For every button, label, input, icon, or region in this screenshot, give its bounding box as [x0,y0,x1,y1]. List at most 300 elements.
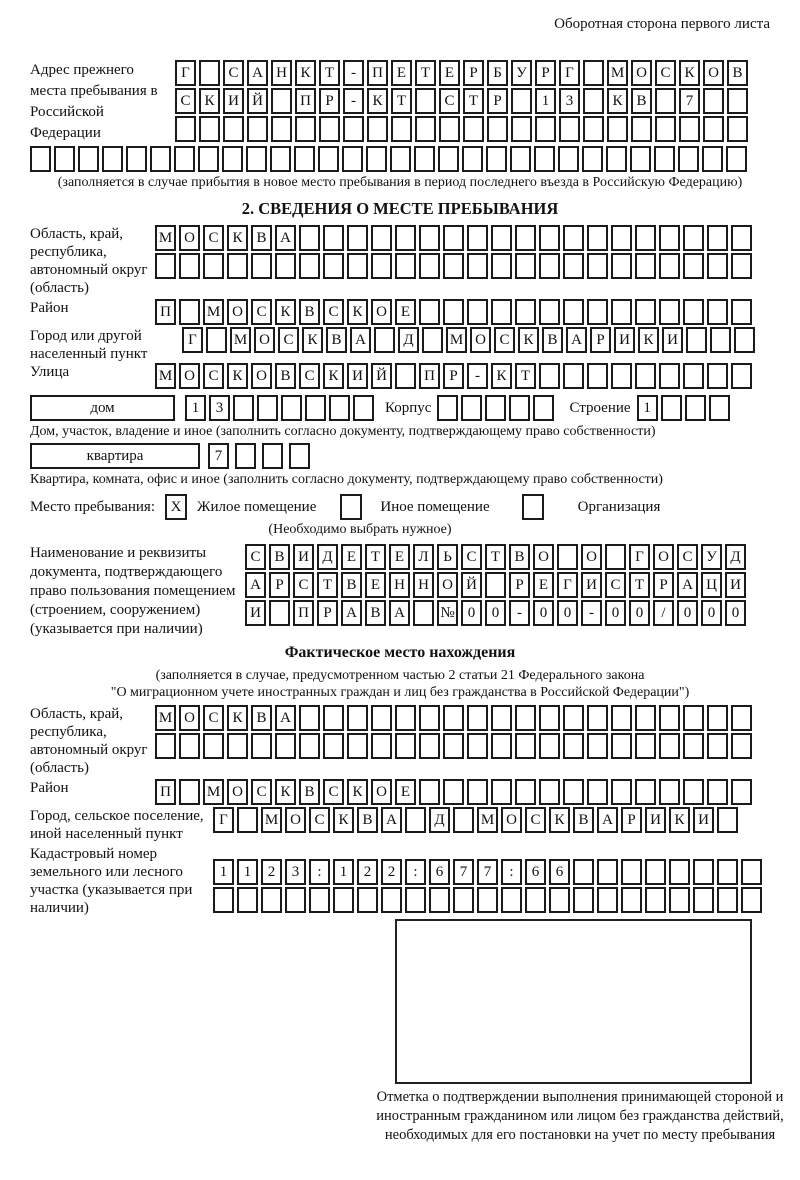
char-box[interactable] [727,116,748,142]
char-box[interactable]: К [347,299,368,325]
char-box[interactable]: 0 [605,600,626,626]
char-box[interactable] [611,705,632,731]
char-box[interactable] [611,733,632,759]
char-box[interactable]: С [605,572,626,598]
char-box[interactable] [269,600,290,626]
char-box[interactable] [539,705,560,731]
char-box[interactable] [270,146,291,172]
char-box[interactable] [199,116,220,142]
char-box[interactable]: К [275,779,296,805]
char-box[interactable] [683,779,704,805]
char-box[interactable] [487,116,508,142]
char-box[interactable] [486,146,507,172]
char-box[interactable] [323,225,344,251]
char-box[interactable] [262,443,283,469]
char-box[interactable]: Е [395,299,416,325]
char-box[interactable] [717,807,738,833]
char-box[interactable]: С [494,327,515,353]
char-box[interactable] [587,733,608,759]
char-box[interactable]: : [405,859,426,885]
char-box[interactable]: П [295,88,316,114]
char-box[interactable] [683,253,704,279]
char-box[interactable] [707,733,728,759]
char-box[interactable] [510,146,531,172]
char-box[interactable]: Т [463,88,484,114]
char-box[interactable] [371,705,392,731]
char-box[interactable]: Р [509,572,530,598]
char-box[interactable] [367,116,388,142]
char-box[interactable] [587,299,608,325]
char-box[interactable] [54,146,75,172]
char-box[interactable]: В [357,807,378,833]
char-box[interactable]: М [261,807,282,833]
char-box[interactable]: Ь [437,544,458,570]
char-box[interactable]: : [309,859,330,885]
char-box[interactable] [438,146,459,172]
char-box[interactable]: 1 [237,859,258,885]
char-box[interactable] [443,299,464,325]
char-box[interactable]: К [227,225,248,251]
char-box[interactable]: А [597,807,618,833]
char-box[interactable]: Т [317,572,338,598]
char-box[interactable]: М [607,60,628,86]
char-box[interactable]: 7 [453,859,474,885]
char-box[interactable] [683,299,704,325]
char-box[interactable]: 0 [461,600,482,626]
char-box[interactable] [539,363,560,389]
char-box[interactable]: - [509,600,530,626]
char-box[interactable] [539,733,560,759]
char-box[interactable] [686,327,707,353]
char-box[interactable] [309,887,330,913]
char-box[interactable]: 0 [725,600,746,626]
char-box[interactable] [203,253,224,279]
char-box[interactable]: И [293,544,314,570]
char-box[interactable]: С [251,779,272,805]
char-box[interactable] [467,299,488,325]
char-box[interactable]: С [278,327,299,353]
char-box[interactable] [491,299,512,325]
char-box[interactable]: П [155,779,176,805]
stay-type-checkbox-residential[interactable]: X [165,494,187,520]
char-box[interactable]: 0 [629,600,650,626]
char-box[interactable] [582,146,603,172]
char-box[interactable]: М [155,363,176,389]
char-box[interactable]: О [254,327,275,353]
stay-type-checkbox-organization[interactable] [522,494,544,520]
char-box[interactable] [102,146,123,172]
char-box[interactable] [443,779,464,805]
char-box[interactable]: С [299,363,320,389]
char-box[interactable] [635,253,656,279]
char-box[interactable]: К [367,88,388,114]
char-box[interactable] [357,887,378,913]
char-box[interactable] [342,146,363,172]
char-box[interactable] [693,887,714,913]
char-box[interactable]: К [491,363,512,389]
char-box[interactable] [587,705,608,731]
char-box[interactable] [683,705,704,731]
char-box[interactable]: О [533,544,554,570]
char-box[interactable]: С [245,544,266,570]
char-box[interactable]: В [269,544,290,570]
char-box[interactable] [669,887,690,913]
char-box[interactable] [222,146,243,172]
char-box[interactable]: Т [485,544,506,570]
char-box[interactable]: Р [317,600,338,626]
char-box[interactable]: В [251,705,272,731]
char-box[interactable]: О [179,705,200,731]
char-box[interactable]: П [293,600,314,626]
char-box[interactable]: В [341,572,362,598]
char-box[interactable] [453,887,474,913]
char-box[interactable] [683,225,704,251]
char-box[interactable] [631,116,652,142]
char-box[interactable] [645,887,666,913]
char-box[interactable]: Г [629,544,650,570]
char-box[interactable] [707,705,728,731]
char-box[interactable]: О [437,572,458,598]
char-box[interactable]: 6 [549,859,570,885]
char-box[interactable]: № [437,600,458,626]
char-box[interactable] [683,363,704,389]
char-box[interactable] [621,859,642,885]
char-box[interactable] [203,733,224,759]
char-box[interactable] [685,395,706,421]
char-box[interactable]: И [245,600,266,626]
char-box[interactable] [491,705,512,731]
char-box[interactable] [257,395,278,421]
char-box[interactable] [419,779,440,805]
char-box[interactable] [443,253,464,279]
char-box[interactable]: 7 [679,88,700,114]
char-box[interactable] [734,327,755,353]
char-box[interactable]: В [365,600,386,626]
char-box[interactable] [299,705,320,731]
char-box[interactable] [179,253,200,279]
char-box[interactable] [271,88,292,114]
char-box[interactable] [707,253,728,279]
char-box[interactable] [347,733,368,759]
char-box[interactable] [251,253,272,279]
char-box[interactable]: Р [653,572,674,598]
char-box[interactable]: П [155,299,176,325]
char-box[interactable]: Г [182,327,203,353]
char-box[interactable]: М [155,705,176,731]
char-box[interactable] [415,88,436,114]
char-box[interactable] [583,116,604,142]
char-box[interactable]: Е [533,572,554,598]
char-box[interactable] [371,225,392,251]
char-box[interactable] [461,395,482,421]
char-box[interactable] [539,299,560,325]
char-box[interactable] [587,253,608,279]
char-box[interactable]: 2 [261,859,282,885]
char-box[interactable] [703,88,724,114]
char-box[interactable]: Т [515,363,536,389]
char-box[interactable]: 1 [637,395,658,421]
char-box[interactable]: О [470,327,491,353]
char-box[interactable]: И [347,363,368,389]
char-box[interactable]: Л [413,544,434,570]
char-box[interactable] [437,395,458,421]
char-box[interactable]: 0 [533,600,554,626]
char-box[interactable]: 6 [429,859,450,885]
char-box[interactable] [485,572,506,598]
char-box[interactable] [491,779,512,805]
char-box[interactable]: И [614,327,635,353]
char-box[interactable]: Е [389,544,410,570]
char-box[interactable] [155,733,176,759]
char-box[interactable] [323,733,344,759]
char-box[interactable]: Е [395,779,416,805]
char-box[interactable]: В [299,779,320,805]
char-box[interactable] [659,733,680,759]
char-box[interactable] [573,859,594,885]
char-box[interactable] [395,733,416,759]
char-box[interactable]: Р [463,60,484,86]
char-box[interactable] [707,299,728,325]
char-box[interactable] [419,705,440,731]
char-box[interactable] [391,116,412,142]
char-box[interactable] [635,733,656,759]
char-box[interactable]: С [293,572,314,598]
char-box[interactable]: И [223,88,244,114]
char-box[interactable]: И [581,572,602,598]
char-box[interactable]: А [275,225,296,251]
char-box[interactable] [731,299,752,325]
char-box[interactable]: К [302,327,323,353]
char-box[interactable] [683,733,704,759]
char-box[interactable] [422,327,443,353]
char-box[interactable] [621,887,642,913]
char-box[interactable]: А [245,572,266,598]
char-box[interactable] [126,146,147,172]
char-box[interactable]: И [662,327,683,353]
char-box[interactable] [347,705,368,731]
char-box[interactable] [371,253,392,279]
char-box[interactable] [453,807,474,833]
char-box[interactable] [583,88,604,114]
char-box[interactable] [707,363,728,389]
char-box[interactable]: Г [557,572,578,598]
char-box[interactable]: О [227,299,248,325]
char-box[interactable] [707,225,728,251]
char-box[interactable] [289,443,310,469]
char-box[interactable] [174,146,195,172]
char-box[interactable] [515,253,536,279]
char-box[interactable]: Н [413,572,434,598]
char-box[interactable]: А [341,600,362,626]
char-box[interactable]: С [223,60,244,86]
char-box[interactable]: К [669,807,690,833]
char-box[interactable]: К [347,779,368,805]
char-box[interactable] [429,887,450,913]
char-box[interactable] [467,733,488,759]
char-box[interactable]: - [343,88,364,114]
char-box[interactable]: В [631,88,652,114]
char-box[interactable] [635,299,656,325]
char-box[interactable] [731,779,752,805]
char-box[interactable] [271,116,292,142]
char-box[interactable]: - [467,363,488,389]
char-box[interactable]: С [461,544,482,570]
char-box[interactable] [707,779,728,805]
char-box[interactable] [635,779,656,805]
char-box[interactable]: О [251,363,272,389]
char-box[interactable]: С [203,705,224,731]
char-box[interactable] [419,225,440,251]
char-box[interactable]: У [701,544,722,570]
char-box[interactable] [491,225,512,251]
char-box[interactable]: В [542,327,563,353]
char-box[interactable] [179,299,200,325]
char-box[interactable] [247,116,268,142]
house-type-box[interactable]: дом [30,395,175,421]
char-box[interactable] [635,363,656,389]
char-box[interactable] [587,363,608,389]
char-box[interactable]: А [566,327,587,353]
char-box[interactable] [606,146,627,172]
char-box[interactable] [419,733,440,759]
char-box[interactable] [150,146,171,172]
char-box[interactable]: 3 [285,859,306,885]
char-box[interactable] [655,88,676,114]
char-box[interactable] [611,779,632,805]
char-box[interactable] [237,887,258,913]
char-box[interactable]: Й [371,363,392,389]
char-box[interactable] [539,253,560,279]
char-box[interactable]: В [727,60,748,86]
char-box[interactable] [515,225,536,251]
char-box[interactable]: Г [559,60,580,86]
char-box[interactable]: / [653,600,674,626]
char-box[interactable] [227,733,248,759]
char-box[interactable] [669,859,690,885]
char-box[interactable]: О [501,807,522,833]
char-box[interactable] [717,887,738,913]
char-box[interactable] [275,733,296,759]
char-box[interactable]: П [419,363,440,389]
char-box[interactable] [462,146,483,172]
char-box[interactable]: Й [247,88,268,114]
char-box[interactable] [237,807,258,833]
char-box[interactable]: Б [487,60,508,86]
char-box[interactable]: С [203,225,224,251]
char-box[interactable] [206,327,227,353]
char-box[interactable] [299,225,320,251]
char-box[interactable]: Д [317,544,338,570]
char-box[interactable] [563,705,584,731]
char-box[interactable] [419,253,440,279]
char-box[interactable]: Р [269,572,290,598]
char-box[interactable] [534,146,555,172]
char-box[interactable] [533,395,554,421]
char-box[interactable] [491,253,512,279]
char-box[interactable]: К [227,363,248,389]
char-box[interactable]: К [549,807,570,833]
char-box[interactable] [659,299,680,325]
char-box[interactable] [659,363,680,389]
char-box[interactable] [597,859,618,885]
char-box[interactable]: 1 [333,859,354,885]
char-box[interactable]: К [333,807,354,833]
char-box[interactable] [374,327,395,353]
char-box[interactable] [731,733,752,759]
char-box[interactable]: 1 [535,88,556,114]
char-box[interactable] [319,116,340,142]
char-box[interactable]: 2 [357,859,378,885]
char-box[interactable]: 6 [525,859,546,885]
char-box[interactable] [305,395,326,421]
char-box[interactable]: С [251,299,272,325]
char-box[interactable]: В [251,225,272,251]
char-box[interactable]: Е [365,572,386,598]
char-box[interactable] [347,253,368,279]
char-box[interactable] [515,733,536,759]
char-box[interactable] [467,779,488,805]
char-box[interactable]: Й [461,572,482,598]
char-box[interactable] [329,395,350,421]
char-box[interactable] [223,116,244,142]
char-box[interactable] [525,887,546,913]
char-box[interactable] [419,299,440,325]
char-box[interactable]: 7 [477,859,498,885]
char-box[interactable] [655,116,676,142]
char-box[interactable] [559,116,580,142]
char-box[interactable] [563,253,584,279]
char-box[interactable] [371,733,392,759]
char-box[interactable] [535,116,556,142]
char-box[interactable]: К [275,299,296,325]
char-box[interactable] [395,225,416,251]
char-box[interactable] [731,253,752,279]
char-box[interactable] [515,705,536,731]
char-box[interactable] [511,116,532,142]
char-box[interactable]: А [381,807,402,833]
char-box[interactable] [726,146,747,172]
char-box[interactable]: О [703,60,724,86]
char-box[interactable] [611,253,632,279]
char-box[interactable]: 7 [208,443,229,469]
char-box[interactable]: С [323,299,344,325]
char-box[interactable] [731,363,752,389]
char-box[interactable] [343,116,364,142]
char-box[interactable] [607,116,628,142]
char-box[interactable]: К [638,327,659,353]
char-box[interactable] [563,225,584,251]
char-box[interactable] [563,733,584,759]
char-box[interactable]: У [511,60,532,86]
stay-type-checkbox-other[interactable] [340,494,362,520]
char-box[interactable] [597,887,618,913]
char-box[interactable] [702,146,723,172]
char-box[interactable]: С [175,88,196,114]
char-box[interactable] [179,779,200,805]
char-box[interactable] [659,779,680,805]
char-box[interactable]: К [199,88,220,114]
char-box[interactable]: К [227,705,248,731]
char-box[interactable] [611,363,632,389]
char-box[interactable] [198,146,219,172]
char-box[interactable] [235,443,256,469]
char-box[interactable] [741,887,762,913]
char-box[interactable]: А [389,600,410,626]
char-box[interactable] [661,395,682,421]
char-box[interactable]: Т [319,60,340,86]
char-box[interactable]: А [275,705,296,731]
char-box[interactable] [727,88,748,114]
